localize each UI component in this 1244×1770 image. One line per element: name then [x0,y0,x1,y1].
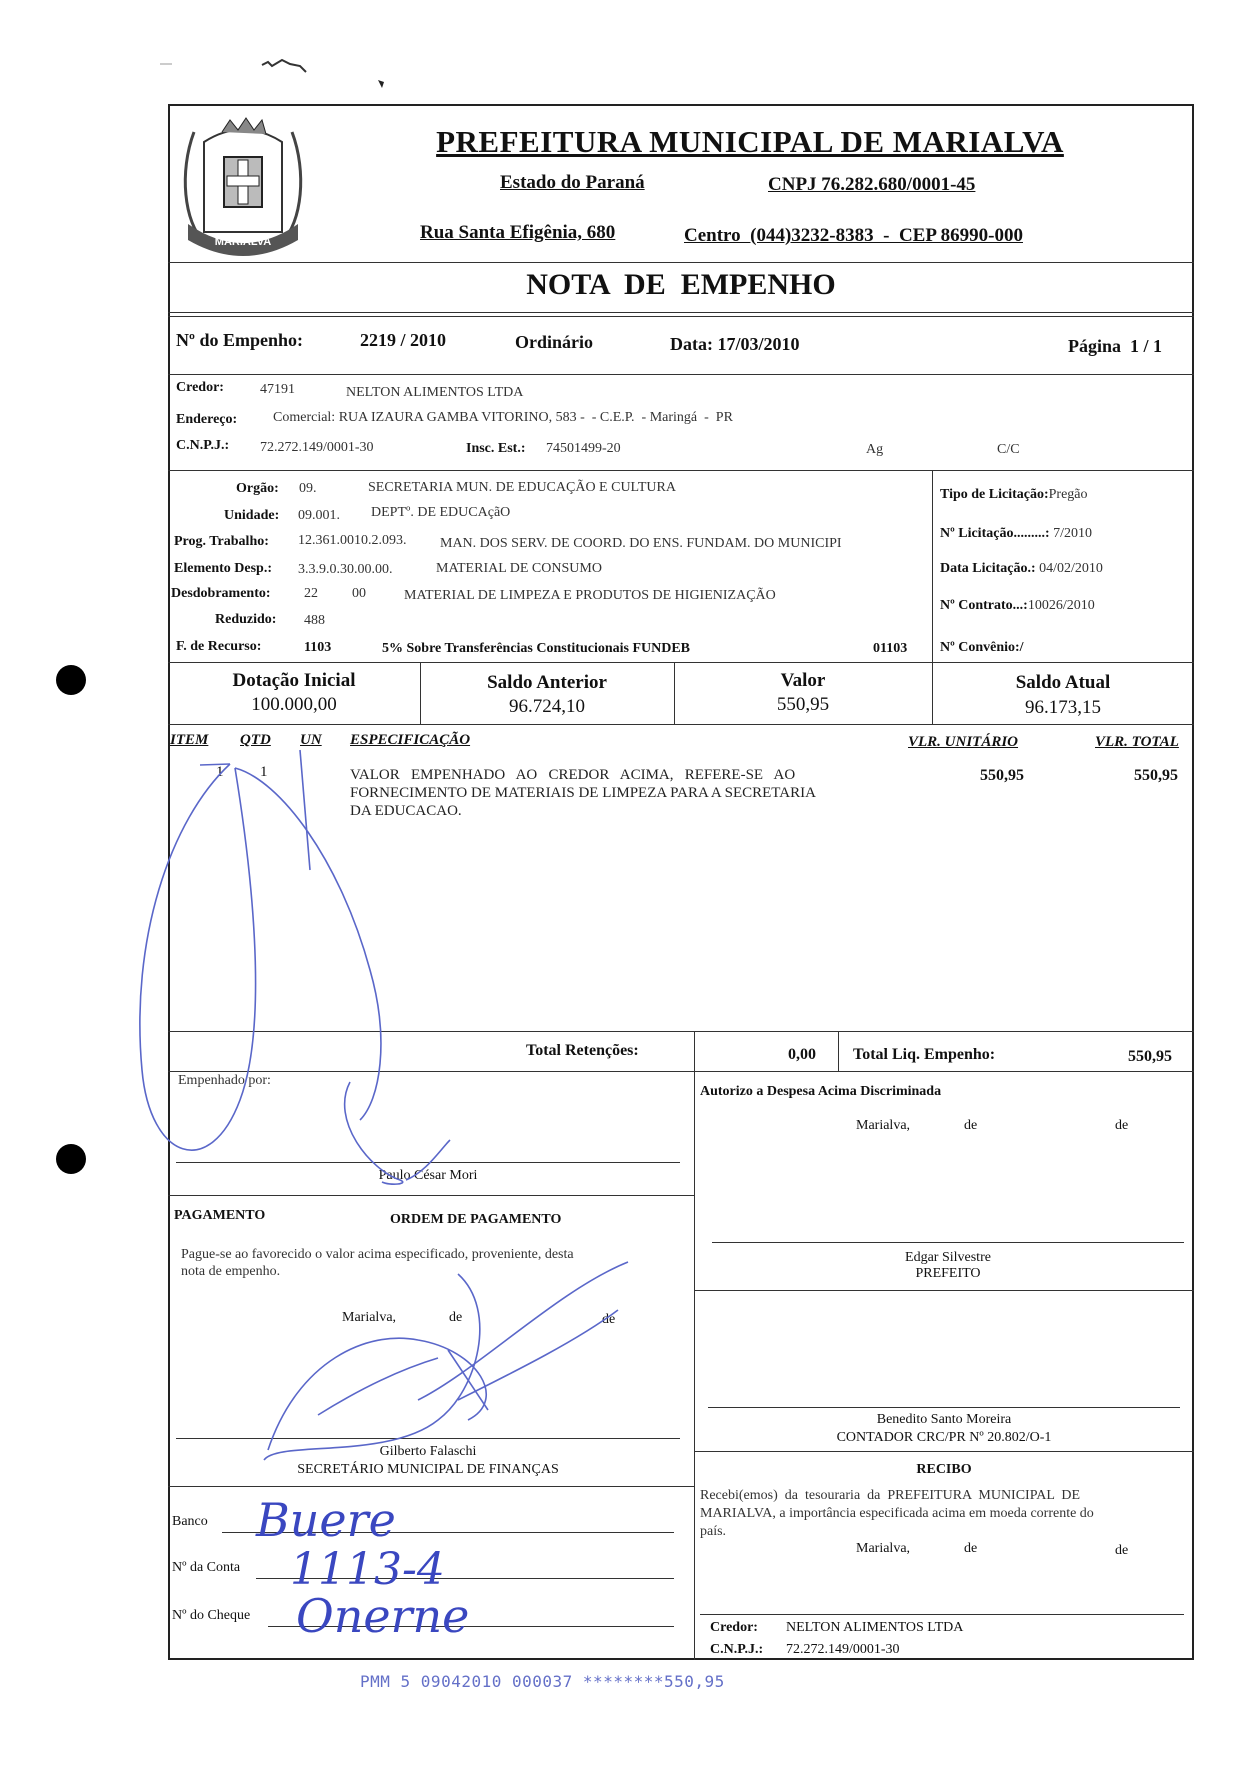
items-header-vlr-unitario: VLR. UNITÁRIO [908,734,1019,750]
recibo-title: RECIBO [916,1462,972,1477]
divider [168,1195,694,1196]
recibo-credor-value: NELTON ALIMENTOS LTDA [786,1620,964,1635]
autorizo-de: de [964,1118,978,1133]
cnpj-label: C.N.P.J.: [176,438,230,453]
endereco-value: Comercial: RUA IZAURA GAMBA VITORINO, 583 - - C.E.P. - Maringá - PR [273,410,733,425]
divider [932,470,933,662]
signature-paulo [330,1080,470,1190]
prog-code: 12.361.0010.2.093. [298,533,407,548]
recibo-text-line: Recebi(emos) da tesouraria da PREFEITURA MUNICIPAL DE [700,1488,1081,1503]
unidade-label: Unidade: [224,508,280,523]
liquido-label: Total Liq. Empenho: [853,1046,996,1063]
svg-text:MARIALVA: MARIALVA [214,236,272,248]
divider [694,1031,695,1071]
municipal-crest-icon [174,112,312,262]
prefeito-name: Edgar Silvestre [905,1250,991,1265]
handwritten-conta-text: 1113-4 [290,1544,445,1595]
empenho-type: Ordinário [515,332,594,352]
elemento-label: Elemento Desp.: [174,561,272,576]
numero-licitacao-value: 7/2010 [1053,526,1092,541]
cheque-label: Nº do Cheque [172,1608,251,1623]
recibo-de: de [964,1541,978,1556]
recurso-label: F. de Recurso: [176,639,262,654]
item-unit-value: 550,95 [980,767,1024,784]
unidade-code: 09.001. [298,508,340,523]
ag-label: Ag [866,442,884,457]
reduzido-value: 488 [304,613,325,628]
contador-role: CONTADOR CRC/PR Nº 20.802/O-1 [836,1430,1052,1445]
divider [168,724,1194,725]
saldo-atual-value: 96.173,15 [1025,697,1101,718]
conta-label: Nº da Conta [172,1560,241,1575]
handwritten-banco-text: Buere [256,1493,396,1547]
recurso-name: 5% Sobre Transferências Constitucionais FUNDEB [382,641,691,656]
divider [168,374,1194,375]
divider [168,470,1194,471]
empenhado-signer: Paulo César Mori [378,1168,478,1183]
recibo-city: Marialva, [856,1541,911,1556]
item-spec-line: VALOR EMPENHADO AO CREDOR ACIMA, REFERE-SE AO [350,767,796,783]
recibo-cnpj-label: C.N.P.J.: [710,1642,764,1657]
data-licitacao-value: 04/02/2010 [1039,561,1103,576]
handwritten-cheque-text: Onerne [296,1589,470,1643]
empenhado-label: Empenhado por: [178,1073,271,1088]
empenho-label: Nº do Empenho: [176,330,303,350]
tipo-licitacao-label: Tipo de Licitação: [940,487,1049,502]
desdobramento-label: Desdobramento: [171,586,271,601]
valor-label: Valor [780,670,826,691]
unidade-name: DEPTº. DE EDUCAçãO [371,505,511,520]
autorizo-de: de [1115,1118,1129,1133]
recibo-de: de [1115,1543,1129,1558]
financas-role: SECRETÁRIO MUNICIPAL DE FINANÇAS [297,1462,559,1477]
numero-contrato [940,598,1095,614]
data-licitacao-label: Data Licitação.: [940,561,1036,576]
items-header-un: UN [300,732,322,748]
divider [694,1451,1194,1452]
autorizo-signature-line [712,1242,1184,1243]
dotacao-label: Dotação Inicial [232,670,356,691]
orgao-label: Orgão: [236,481,279,496]
item-spec-line: DA EDUCACAO. [350,803,462,819]
pagamento-de: de [449,1310,463,1325]
divider [168,262,1194,263]
numero-convenio: Nº Convênio:/ [940,640,1024,655]
item-spec-line: FORNECIMENTO DE MATERIAIS DE LIMPEZA PARA A SECRETARIA [350,785,816,801]
data-licitacao [940,561,1103,577]
header-address: Rua Santa Efigênia, 680 [420,222,616,243]
divider [694,1290,1194,1291]
cc-label: C/C [997,442,1020,457]
credor-label: Credor: [176,380,224,395]
recurso-code-2: 01103 [873,641,908,656]
items-header-vlr-total: VLR. TOTAL [1095,734,1179,750]
saldo-anterior-value: 96.724,10 [509,696,585,717]
page-number: Página 1 / 1 [1068,336,1163,356]
prefeito-role: PREFEITO [915,1266,981,1281]
item-number: 1 [216,764,224,780]
pagamento-text-line: nota de empenho. [181,1264,281,1279]
prog-name: MAN. DOS SERV. DE COORD. DO ENS. FUNDAM. DO MUNICIPI [440,536,842,551]
recibo-text-line: MARIALVA, a importância especificada acima em moeda corrente do [700,1506,1094,1521]
recibo-cnpj-value: 72.272.149/0001-30 [786,1642,900,1657]
items-header-item: ITEM [170,732,209,748]
financas-signer: Gilberto Falaschi [379,1444,477,1459]
insc-label: Insc. Est.: [466,441,526,456]
punch-hole [56,665,86,695]
retencoes-value: 0,00 [788,1046,816,1063]
banco-label: Banco [172,1514,208,1529]
tipo-licitacao [940,487,1088,503]
desdobramento-code: 00 [352,586,366,601]
tipo-licitacao-value: Pregão [1048,487,1088,502]
valor-value: 550,95 [776,694,830,715]
recibo-text-line: país. [700,1524,727,1539]
insc-value: 74501499-20 [546,441,621,456]
desdobramento-code: 22 [304,586,318,601]
pagamento-text-line: Pague-se ao favorecido o valor acima especificado, proveniente, desta [181,1247,574,1262]
divider [168,316,1194,317]
saldo-atual-label: Saldo Atual [1015,672,1111,693]
liquido-value: 550,95 [1128,1048,1172,1065]
recibo-text [700,1487,1186,1541]
payment-stamp: PMM 5 09042010 000037 ********550,95 [360,1672,725,1691]
item-total-value: 550,95 [1134,767,1178,784]
divider [168,312,1194,313]
desdobramento-name: MATERIAL DE LIMPEZA E PRODUTOS DE HIGIENIZAÇÃO [404,588,776,603]
contador-name: Benedito Santo Moreira [876,1412,1012,1427]
pagamento-city: Marialva, [342,1310,397,1325]
header-title: PREFEITURA MUNICIPAL DE MARIALVA [436,124,1064,159]
recibo-credor-label: Credor: [710,1620,758,1635]
autorizo-city: Marialva, [856,1118,911,1133]
ordem-pagamento-title: ORDEM DE PAGAMENTO [390,1212,562,1227]
header-state: Estado do Paraná [500,172,645,193]
items-header-especificacao: ESPECIFICAÇÃO [350,732,471,748]
retencoes-label: Total Retenções: [526,1042,639,1059]
saldo-anterior-label: Saldo Anterior [487,672,607,693]
reduzido-label: Reduzido: [215,612,277,627]
numero-contrato-value: 10026/2010 [1027,598,1095,613]
document-title: NOTA DE EMPENHO [526,268,836,301]
recibo-signature-line [700,1614,1184,1615]
numero-contrato-label: Nº Contrato...: [940,598,1028,613]
orgao-name: SECRETARIA MUN. DE EDUCAÇÃO E CULTURA [368,480,676,495]
header-contact: Centro (044)3232-8383 - CEP 86990-000 [684,225,1023,246]
numero-licitacao [940,526,1092,542]
numero-licitacao-label: Nº Licitação.........: [940,526,1050,541]
autorizo-title: Autorizo a Despesa Acima Discriminada [700,1084,942,1099]
divider [694,1071,695,1660]
orgao-code: 09. [299,481,317,496]
contador-signature-line [708,1407,1180,1408]
elemento-code: 3.3.9.0.30.00.00. [298,562,393,577]
punch-hole [56,1144,86,1174]
divider [168,1486,694,1487]
item-quantity: 1 [260,764,268,780]
credor-name: NELTON ALIMENTOS LTDA [346,385,524,400]
cnpj-value: 72.272.149/0001-30 [260,440,374,455]
prog-label: Prog. Trabalho: [174,534,269,549]
header-cnpj: CNPJ 76.282.680/0001-45 [768,174,976,195]
dotacao-value: 100.000,00 [251,694,337,715]
pagamento-de: de [602,1312,616,1327]
items-header-qtd: QTD [240,732,271,748]
scan-marks [150,50,410,100]
elemento-name: MATERIAL DE CONSUMO [436,561,602,576]
credor-code: 47191 [260,382,295,397]
empenho-number: 2219 / 2010 [360,330,447,350]
pagamento-title: PAGAMENTO [174,1208,266,1223]
divider [168,662,1194,663]
empenho-date: Data: 17/03/2010 [670,334,800,354]
divider [838,1031,839,1071]
recurso-code: 1103 [304,640,332,655]
signature-financas [258,1250,638,1480]
endereco-label: Endereço: [176,412,238,427]
handwritten-cheque [290,1582,510,1646]
